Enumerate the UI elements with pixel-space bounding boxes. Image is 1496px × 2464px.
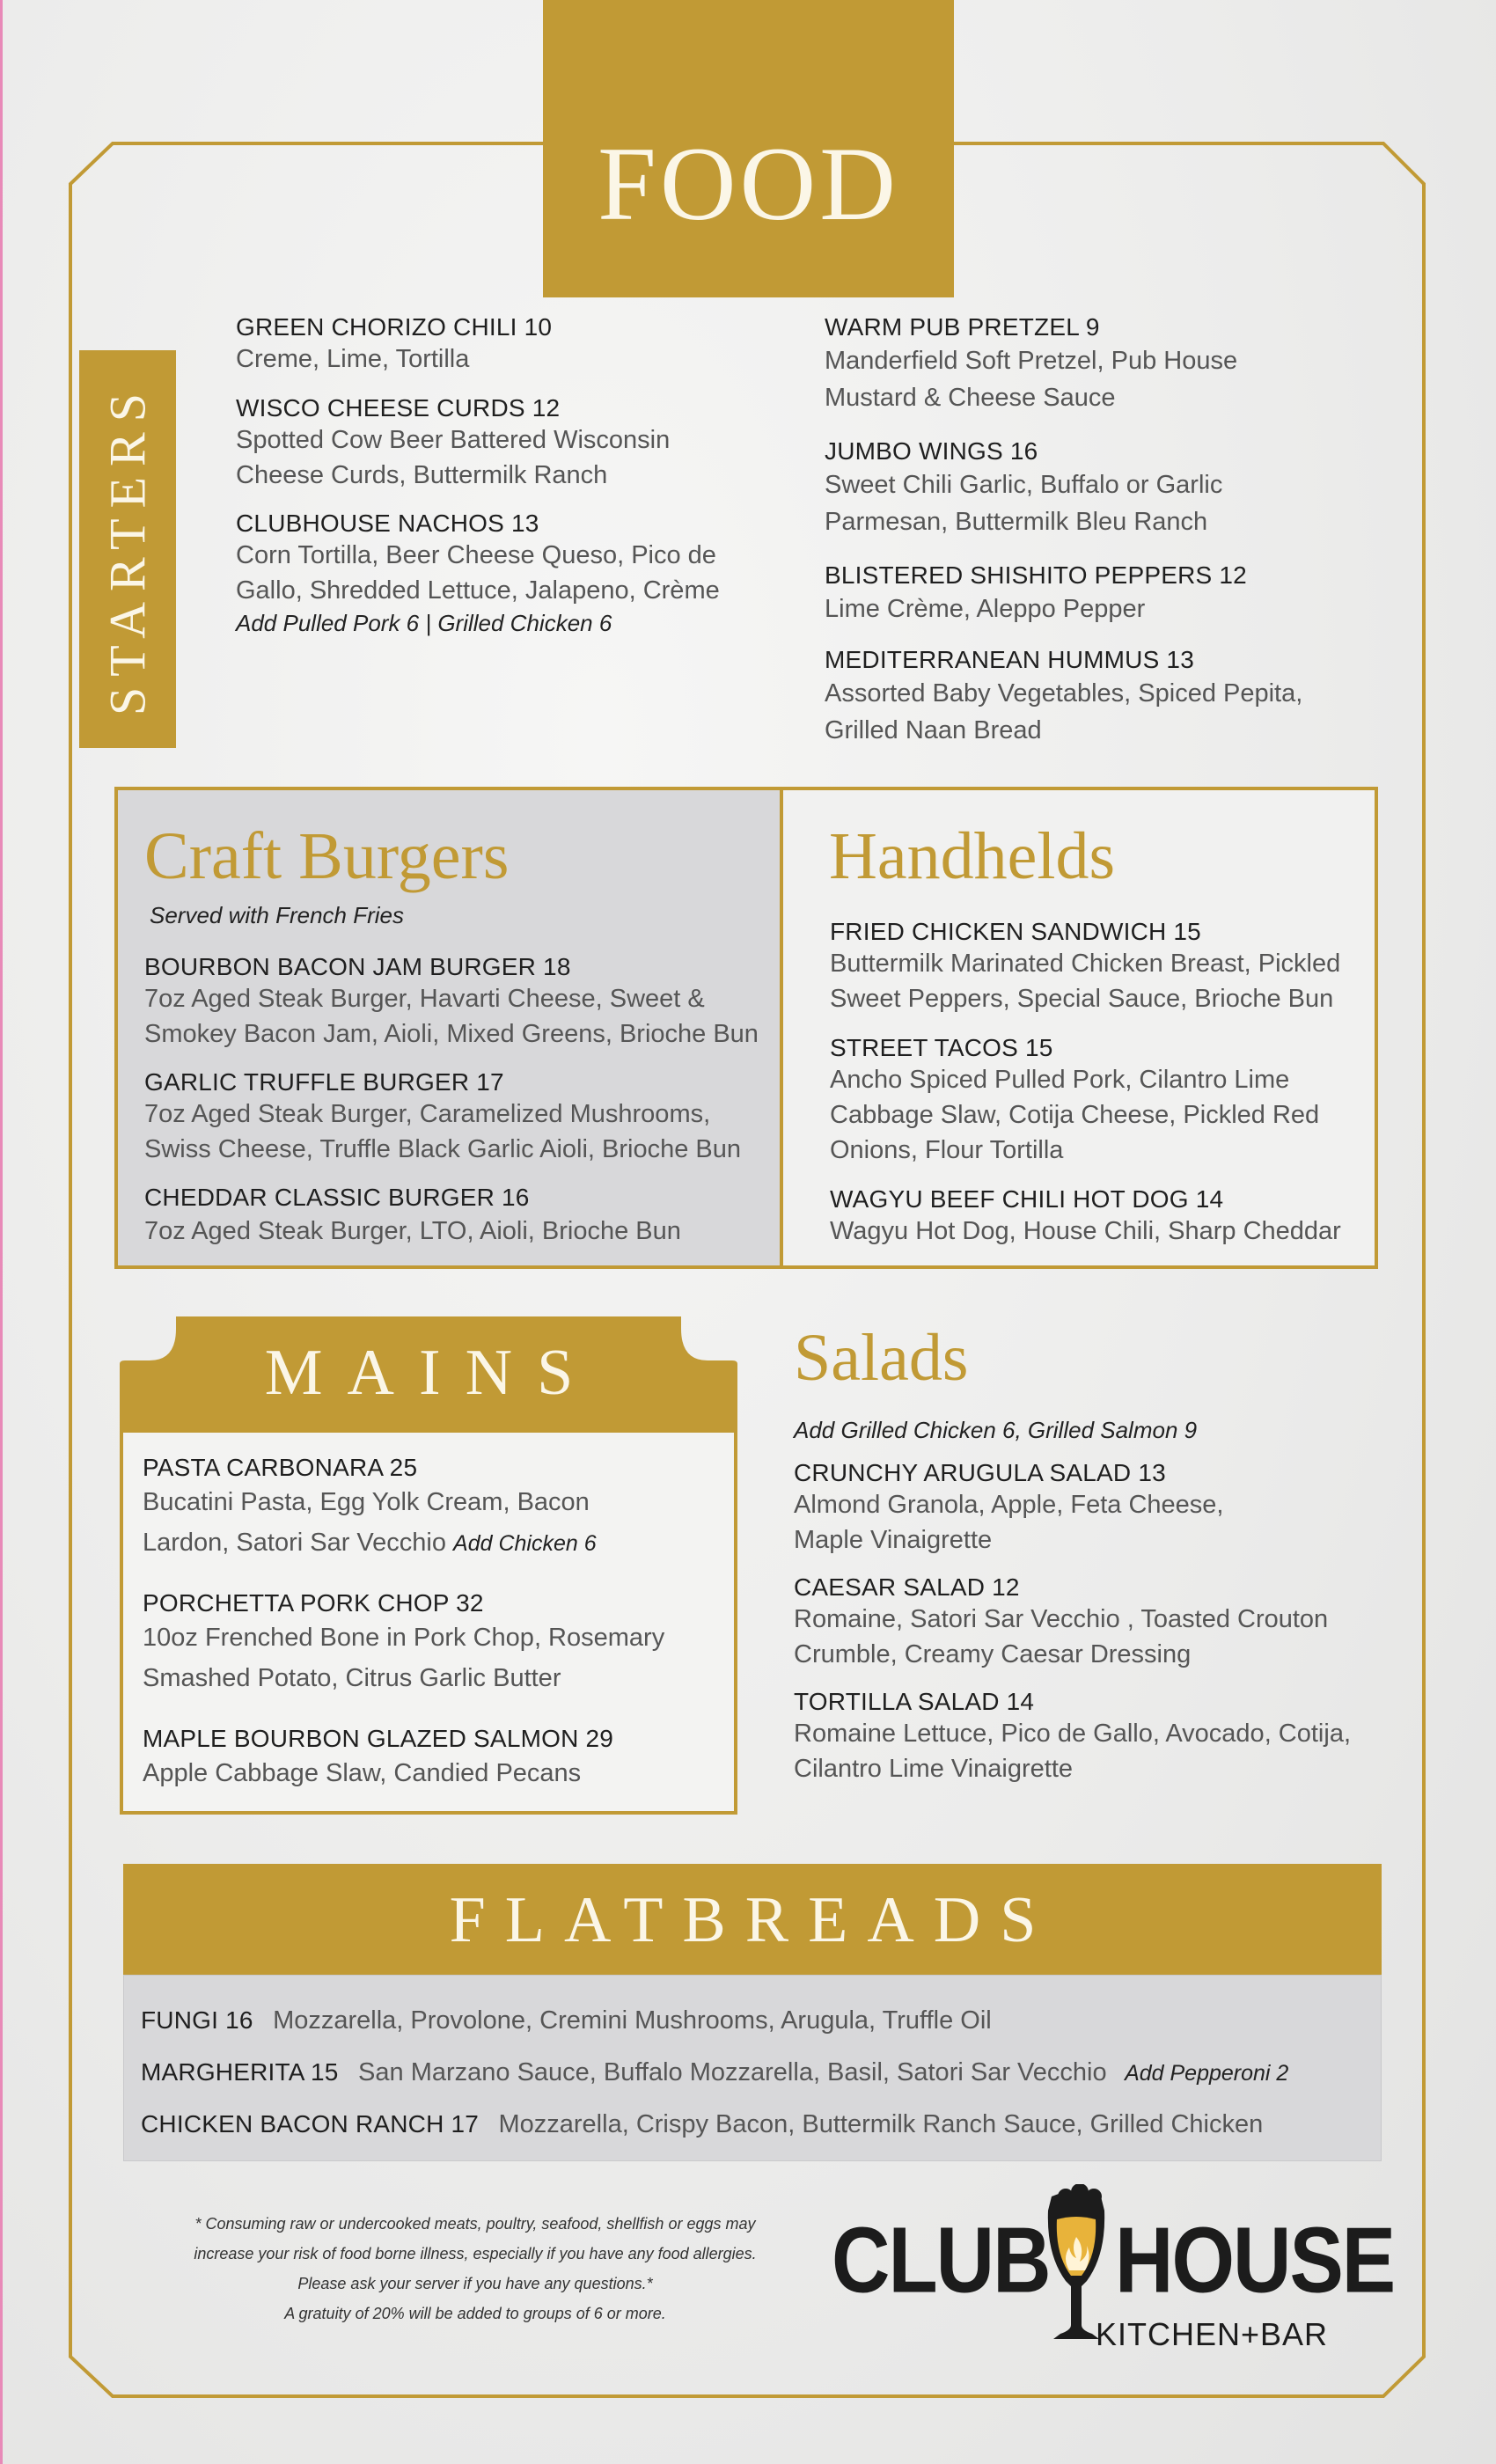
starter-item: [825, 646, 1302, 748]
main-item: [143, 1725, 613, 1793]
food-title-tab: [543, 0, 954, 297]
craft-burgers-subtitle: Served with French Fries: [150, 902, 404, 928]
handheld-item: [830, 918, 1340, 1016]
item-desc-line: [143, 1522, 597, 1564]
item-name: PORCHETTA PORK CHOP 32: [143, 1589, 484, 1617]
item-desc: 10oz Frenched Bone in Pork Chop, Rosemary: [143, 1624, 665, 1652]
item-desc: Creme, Lime, Tortilla: [236, 345, 470, 373]
logo-text-club: CLUB: [832, 2209, 1050, 2313]
starters-title: STARTERS: [99, 383, 157, 715]
mains-title: MAINS: [264, 1337, 598, 1409]
disclaimer-line: increase your risk of food borne illness, especially if you have any food allergies.: [194, 2245, 757, 2262]
starters-title-tab: [79, 350, 176, 748]
item-name: MARGHERITA 15: [141, 2058, 339, 2086]
item-name: BOURBON BACON JAM BURGER 18: [144, 953, 571, 980]
item-desc: Manderfield Soft Pretzel, Pub House: [825, 347, 1238, 375]
item-desc: Bucatini Pasta, Egg Yolk Cream, Bacon: [143, 1488, 590, 1516]
disclaimer-line: A gratuity of 20% will be added to groups of 6 or more.: [284, 2305, 666, 2322]
item-addon: Add Chicken 6: [453, 1531, 597, 1556]
food-title: FOOD: [598, 125, 899, 242]
item-desc: Sweet Peppers, Special Sauce, Brioche Bun: [830, 985, 1334, 1013]
salads-title: Salads: [794, 1321, 969, 1395]
item-name: BLISTERED SHISHITO PEPPERS 12: [825, 561, 1247, 589]
burger-item: [144, 1184, 681, 1250]
item-desc: Lardon, Satori Sar Vecchio: [143, 1529, 446, 1557]
item-desc: 7oz Aged Steak Burger, Caramelized Mushrooms,: [144, 1100, 711, 1128]
item-desc: Cheese Curds, Buttermilk Ranch: [236, 461, 608, 489]
item-addon: Add Pulled Pork 6 | Grilled Chicken 6: [236, 610, 612, 636]
craft-burgers-title: Craft Burgers: [144, 819, 510, 893]
logo-text-house: HOUSE: [1115, 2209, 1395, 2313]
main-item: [143, 1589, 664, 1698]
disclaimer-line: * Consuming raw or undercooked meats, poultry, seafood, shellfish or eggs may: [194, 2215, 756, 2233]
item-name: CRUNCHY ARUGULA SALAD 13: [794, 1459, 1166, 1486]
item-desc: Smokey Bacon Jam, Aioli, Mixed Greens, Brioche Bun: [144, 1020, 759, 1048]
item-desc: Cabbage Slaw, Cotija Cheese, Pickled Red: [830, 1101, 1320, 1129]
flatbread-item: [141, 2003, 992, 2038]
item-desc: Maple Vinaigrette: [794, 1526, 993, 1554]
item-desc: San Marzano Sauce, Buffalo Mozzarella, Basil, Satori Sar Vecchio: [358, 2058, 1107, 2086]
item-name: MEDITERRANEAN HUMMUS 13: [825, 646, 1194, 673]
salad-item: [794, 1573, 1328, 1672]
burger-item: [144, 953, 759, 1052]
item-desc: Romaine Lettuce, Pico de Gallo, Avocado, Cotija,: [794, 1720, 1352, 1748]
item-name: MAPLE BOURBON GLAZED SALMON 29: [143, 1725, 614, 1752]
item-desc: 7oz Aged Steak Burger, Havarti Cheese, Sweet &: [144, 985, 705, 1013]
salad-item: [794, 1459, 1223, 1558]
handheld-item: [830, 1185, 1341, 1249]
item-desc: Wagyu Hot Dog, House Chili, Sharp Cheddar: [830, 1217, 1341, 1245]
item-name: GREEN CHORIZO CHILI 10: [236, 313, 553, 341]
item-desc: Crumble, Creamy Caesar Dressing: [794, 1640, 1192, 1668]
disclaimer: [132, 2209, 818, 2328]
item-desc: Assorted Baby Vegetables, Spiced Pepita,: [825, 679, 1303, 708]
item-name: TORTILLA SALAD 14: [794, 1688, 1035, 1715]
item-name: GARLIC TRUFFLE BURGER 17: [144, 1068, 504, 1096]
clubhouse-logo: [832, 2184, 1395, 2360]
item-desc: Grilled Naan Bread: [825, 716, 1042, 744]
item-name: CHEDDAR CLASSIC BURGER 16: [144, 1184, 530, 1211]
starter-item: [236, 313, 552, 377]
item-desc: 7oz Aged Steak Burger, LTO, Aioli, Brioche Bun: [144, 1217, 681, 1245]
starter-item: [236, 394, 670, 493]
item-name: FRIED CHICKEN SANDWICH 15: [830, 918, 1201, 945]
item-desc: Gallo, Shredded Lettuce, Jalapeno, Crème: [236, 576, 720, 605]
item-desc: Onions, Flour Tortilla: [830, 1136, 1064, 1164]
flatbread-item: [141, 2107, 1263, 2142]
item-name: CLUBHOUSE NACHOS 13: [236, 510, 539, 537]
item-name: STREET TACOS 15: [830, 1034, 1053, 1061]
item-desc: Parmesan, Buttermilk Bleu Ranch: [825, 508, 1208, 536]
burger-item: [144, 1068, 741, 1167]
item-desc: Lime Crème, Aleppo Pepper: [825, 595, 1146, 623]
handhelds-title: Handhelds: [829, 819, 1116, 893]
item-desc: Corn Tortilla, Beer Cheese Queso, Pico de: [236, 541, 716, 569]
item-name: CAESAR SALAD 12: [794, 1573, 1020, 1601]
item-addon: Add Pepperoni 2: [1125, 2061, 1289, 2086]
item-name: WISCO CHEESE CURDS 12: [236, 394, 561, 422]
starter-item: [825, 437, 1222, 539]
starter-item: [825, 313, 1237, 415]
item-name: JUMBO WINGS 16: [825, 437, 1038, 465]
starter-item: [825, 561, 1247, 628]
item-desc: Almond Granola, Apple, Feta Cheese,: [794, 1491, 1224, 1519]
item-desc: Ancho Spiced Pulled Pork, Cilantro Lime: [830, 1066, 1290, 1094]
item-desc: Swiss Cheese, Truffle Black Garlic Aioli, Brioche Bun: [144, 1135, 742, 1163]
item-desc: Mozzarella, Crispy Bacon, Buttermilk Ranch Sauce, Grilled Chicken: [498, 2110, 1264, 2138]
item-name: WAGYU BEEF CHILI HOT DOG 14: [830, 1185, 1224, 1213]
main-item: [143, 1454, 597, 1564]
item-name: PASTA CARBONARA 25: [143, 1454, 418, 1481]
flatbread-item: [141, 2055, 1288, 2090]
item-desc: Apple Cabbage Slaw, Candied Pecans: [143, 1759, 582, 1787]
salad-item: [794, 1688, 1351, 1786]
flatbreads-title: FLATBREADS: [449, 1884, 1056, 1956]
item-desc: Mozzarella, Provolone, Cremini Mushrooms, Arugula, Truffle Oil: [273, 2006, 992, 2035]
item-name: FUNGI 16: [141, 2006, 253, 2034]
item-name: CHICKEN BACON RANCH 17: [141, 2110, 480, 2138]
item-desc: Sweet Chili Garlic, Buffalo or Garlic: [825, 471, 1223, 499]
disclaimer-line: Please ask your server if you have any questions.*: [297, 2275, 653, 2292]
logo-subtitle: KITCHEN+BAR: [1096, 2316, 1329, 2352]
item-desc: Romaine, Satori Sar Vecchio , Toasted Crouton: [794, 1605, 1329, 1633]
item-desc: Mustard & Cheese Sauce: [825, 384, 1116, 412]
starter-item: [236, 510, 720, 637]
item-desc: Cilantro Lime Vinaigrette: [794, 1755, 1074, 1783]
item-desc: Spotted Cow Beer Battered Wisconsin: [236, 426, 671, 454]
salads-addon: Add Grilled Chicken 6, Grilled Salmon 9: [794, 1417, 1198, 1443]
item-desc: Smashed Potato, Citrus Garlic Butter: [143, 1664, 561, 1692]
handheld-item: [830, 1034, 1319, 1168]
item-name: WARM PUB PRETZEL 9: [825, 313, 1100, 341]
item-desc: Buttermilk Marinated Chicken Breast, Pickled: [830, 950, 1341, 978]
